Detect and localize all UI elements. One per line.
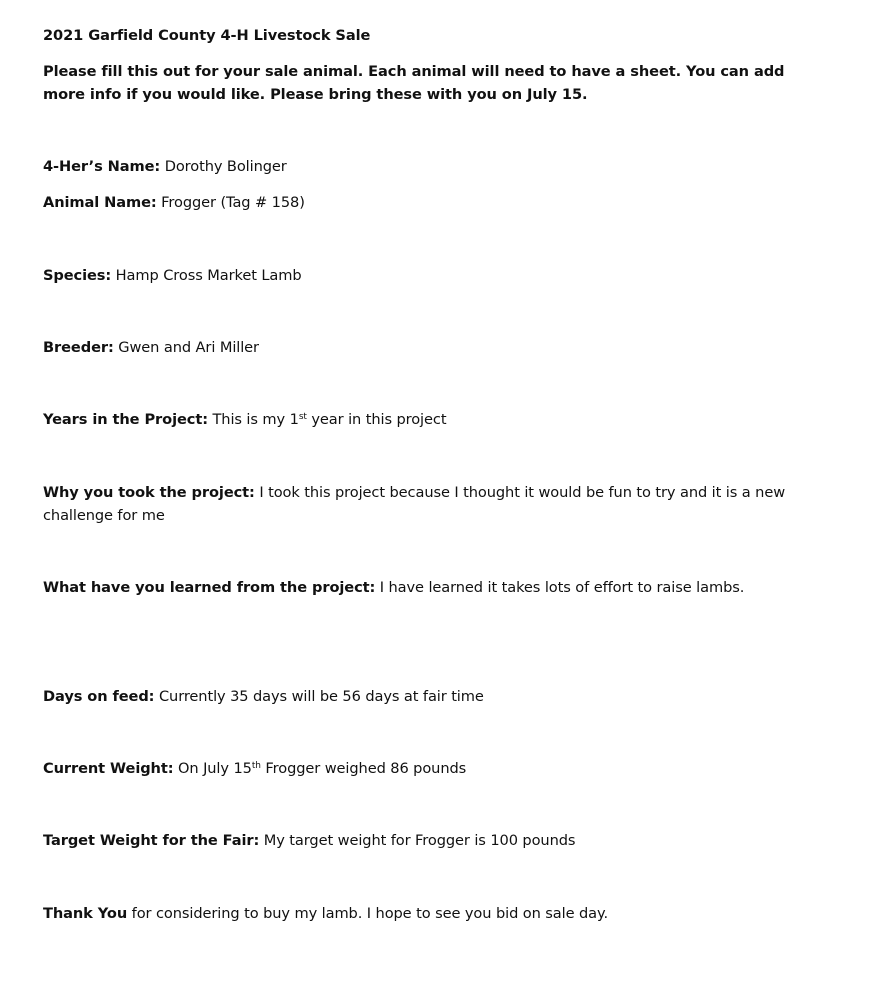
field-value-superscript: st xyxy=(298,412,307,422)
field-value-continued: Frogger weighed 86 pounds xyxy=(260,760,467,777)
field-value: Frogger (Tag # 158) xyxy=(156,194,305,211)
field-breeder xyxy=(43,336,259,359)
field-value: Currently 35 days will be 56 days at fair time xyxy=(154,688,484,705)
field-value-continued: year in this project xyxy=(306,411,447,428)
field-years-in-project xyxy=(43,408,446,431)
field-animal-name xyxy=(43,191,305,214)
field-target-weight xyxy=(43,829,575,852)
field-value: I took this project because I thought it would be fun to try and it is a new challenge for me xyxy=(43,484,786,524)
field-4her-name xyxy=(43,155,287,178)
field-value: On July 15 xyxy=(173,760,252,777)
field-label: Years in the Project: xyxy=(43,411,208,428)
field-value: Gwen and Ari Miller xyxy=(113,339,259,356)
field-label: 4-Her’s Name: xyxy=(43,158,161,175)
field-value: My target weight for Frogger is 100 pounds xyxy=(259,832,576,849)
field-why-project xyxy=(43,481,803,527)
field-label: What have you learned from the project: xyxy=(43,579,376,596)
field-value: Dorothy Bolinger xyxy=(160,158,287,175)
field-current-weight xyxy=(43,757,466,780)
field-learned xyxy=(43,576,744,599)
field-label: Species: xyxy=(43,267,112,284)
field-value: Hamp Cross Market Lamb xyxy=(111,267,302,284)
instructions-text: Please fill this out for your sale animal. Each animal will need to have a sheet. You can add more info if you would like. Please bring these with you on July 15. xyxy=(43,63,785,103)
field-label: Current Weight: xyxy=(43,760,174,777)
field-value: for considering to buy my lamb. I hope to see you bid on sale day. xyxy=(127,905,609,922)
field-days-on-feed xyxy=(43,685,484,708)
field-label: Breeder: xyxy=(43,339,114,356)
field-value: This is my 1 xyxy=(207,411,299,428)
document-title: 2021 Garfield County 4-H Livestock Sale xyxy=(43,27,371,44)
field-label: Why you took the project: xyxy=(43,484,255,501)
field-species xyxy=(43,264,302,287)
field-label: Animal Name: xyxy=(43,194,157,211)
field-value-superscript: th xyxy=(251,761,261,771)
field-label: Days on feed: xyxy=(43,688,155,705)
thank-you-note xyxy=(43,902,608,925)
field-label: Thank You xyxy=(43,905,128,922)
field-value: I have learned it takes lots of effort to raise lambs. xyxy=(375,579,745,596)
field-label: Target Weight for the Fair: xyxy=(43,832,260,849)
